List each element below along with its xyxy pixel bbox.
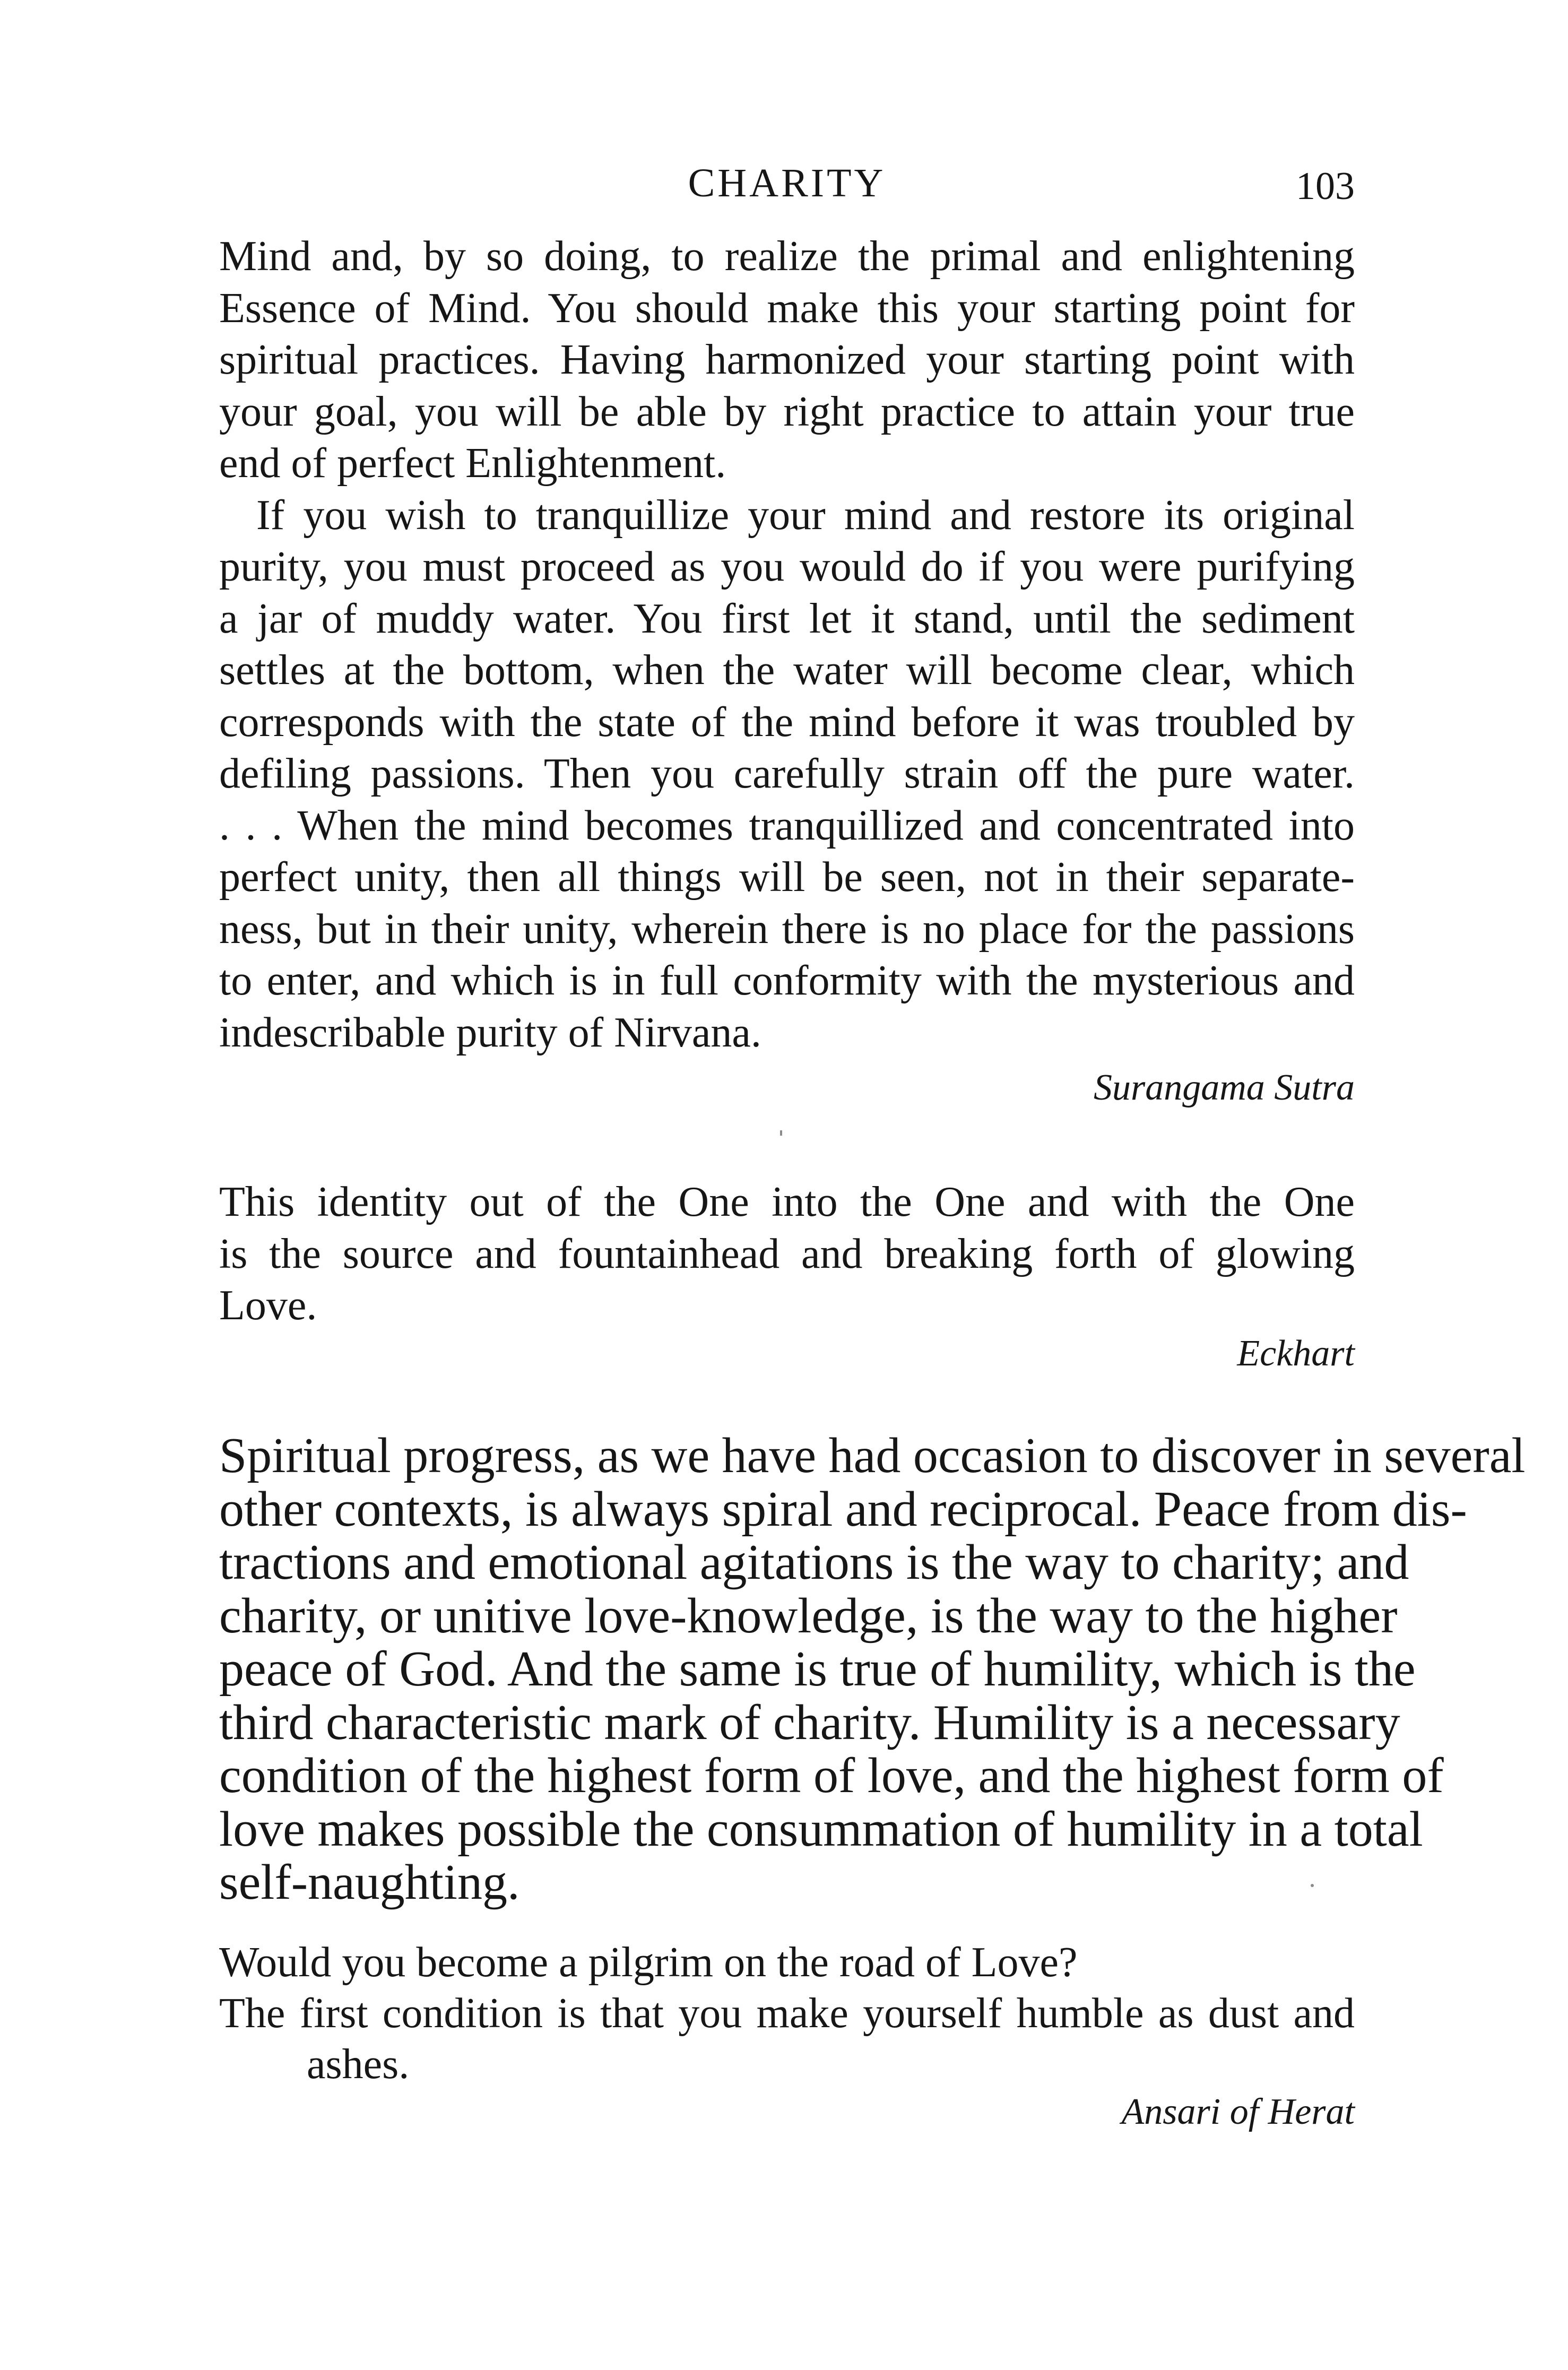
body-line: charity, or unitive love-knowledge, is the way to the higher bbox=[219, 1588, 1398, 1644]
quote-line: defiling passions. Then you carefully strain off the pure water. bbox=[219, 750, 1355, 797]
quote-line: spiritual practices. Having harmonized your starting point with bbox=[219, 336, 1355, 383]
surangama-attribution: Surangama Sutra bbox=[1094, 1067, 1355, 1108]
quote-line: If you wish to tranquillize your mind and restore its original bbox=[256, 491, 1355, 539]
running-head: CHARITY bbox=[688, 161, 886, 205]
body-line: third characteristic mark of charity. Humility is a necessary bbox=[219, 1694, 1400, 1750]
body-line: tractions and emotional agitations is the way to charity; and bbox=[219, 1535, 1409, 1590]
quote-line: ness, but in their unity, wherein there is no place for the passions bbox=[219, 905, 1355, 953]
quote-line: perfect unity, then all things will be seen, not in their separate- bbox=[219, 854, 1355, 901]
quote-line: corresponds with the state of the mind before it was troubled by bbox=[219, 698, 1355, 746]
print-speck bbox=[1311, 1884, 1314, 1887]
print-speck bbox=[780, 1130, 782, 1136]
body-line: Spiritual progress, as we have had occasion to discover in several bbox=[219, 1428, 1526, 1483]
quote-line: This identity out of the One into the One and with the One bbox=[219, 1179, 1355, 1225]
quote-line: to enter, and which is in full conformity with the mysterious and bbox=[219, 957, 1355, 1004]
eckhart-quote bbox=[219, 1177, 1355, 1332]
quote-line: The first condition is that you make yourself humble as dust and bbox=[219, 1990, 1355, 2037]
quote-line: a jar of muddy water. You first let it stand, until the sediment bbox=[219, 595, 1355, 642]
page-header bbox=[219, 154, 1355, 212]
ansari-quote bbox=[219, 1937, 1355, 2090]
quote-line: Would you become a pilgrim on the road of Love? bbox=[219, 1939, 1078, 1986]
eckhart-attribution: Eckhart bbox=[1237, 1333, 1355, 1374]
quote-line: ashes. bbox=[307, 2041, 410, 2088]
quote-line: is the source and fountainhead and breaking forth of glowing bbox=[219, 1230, 1355, 1277]
quote-line: Mind and, by so doing, to realize the primal and enlightening bbox=[219, 233, 1355, 280]
quote-line: Essence of Mind. You should make this your starting point for bbox=[219, 284, 1355, 332]
quote-line: settles at the bottom, when the water will become clear, which bbox=[219, 647, 1355, 694]
ansari-attribution: Ansari of Herat bbox=[1121, 2091, 1355, 2132]
body-paragraph bbox=[219, 1428, 1526, 1910]
quote-line: Love. bbox=[219, 1282, 317, 1329]
body-line: peace of God. And the same is true of humility, which is the bbox=[219, 1641, 1416, 1697]
surangama-quote bbox=[219, 231, 1355, 1059]
body-line: self-naughting. bbox=[219, 1855, 520, 1910]
quote-line: end of perfect Enlightenment. bbox=[219, 440, 726, 487]
quote-line: your goal, you will be able by right practice to attain your true bbox=[219, 388, 1355, 435]
quote-line: . . . When the mind becomes tranquillized and concentrated into bbox=[219, 802, 1355, 849]
body-line: love makes possible the consummation of humility in a total bbox=[219, 1801, 1423, 1857]
body-line: other contexts, is always spiral and reciprocal. Peace from dis- bbox=[219, 1481, 1467, 1537]
page-number: 103 bbox=[1296, 165, 1355, 208]
quote-line: indescribable purity of Nirvana. bbox=[219, 1009, 761, 1056]
body-line: condition of the highest form of love, and the highest form of bbox=[219, 1748, 1444, 1803]
quote-line: purity, you must proceed as you would do if you were purifying bbox=[219, 543, 1355, 590]
